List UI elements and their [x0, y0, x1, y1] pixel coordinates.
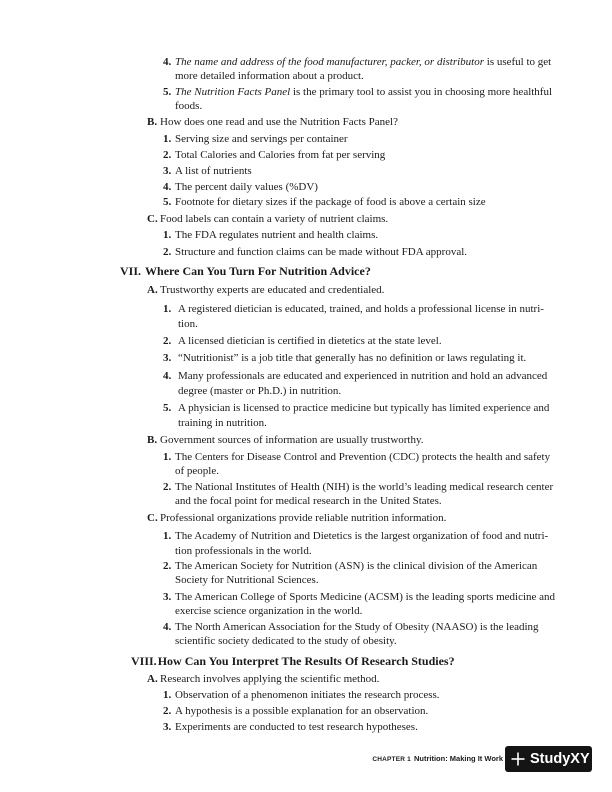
subsection-text: Food labels can contain a variety of nutrient claims.: [160, 213, 389, 225]
chapter-label: CHAPTER 1: [372, 756, 411, 763]
subsection-heading: [147, 672, 379, 686]
outline-item: [163, 180, 318, 194]
item-text-continued: more detailed information about a product.: [175, 70, 364, 82]
item-text-continued: foods.: [175, 100, 203, 112]
item-text-continued: tion.: [178, 317, 198, 330]
item-number: 5.: [163, 402, 172, 414]
outline-item: [163, 164, 252, 178]
subsection-heading: [147, 511, 446, 525]
outline-item: [163, 590, 555, 618]
item-text: Total Calories and Calories from fat per serving: [175, 149, 386, 161]
outline-item: [163, 704, 428, 718]
item-number: 2.: [163, 705, 172, 717]
outline-item: [163, 195, 486, 209]
item-text: Footnote for dietary sizes if the package of food is above a certain size: [175, 196, 486, 208]
item-text: is the primary tool to assist you in choosing more healthful: [292, 86, 553, 98]
item-number: 2.: [163, 335, 172, 347]
subsection-letter: A.: [147, 284, 158, 296]
item-number: 3.: [163, 591, 172, 603]
section-title: Where Can You Turn For Nutrition Advice?: [145, 264, 371, 278]
item-number: 1.: [163, 303, 172, 315]
subsection-heading: [147, 115, 398, 129]
item-text: The FDA regulates nutrient and health claims.: [175, 229, 379, 241]
item-text: Structure and function claims can be made without FDA approval.: [175, 246, 468, 258]
item-text-continued: and the focal point for medical research in the United States.: [175, 495, 442, 507]
outline-item: [163, 148, 385, 162]
item-text: A licensed dietician is certified in dietetics at the state level.: [178, 335, 442, 347]
outline-item: [163, 450, 550, 478]
item-number: 1.: [163, 133, 172, 145]
outline-item: [163, 85, 552, 113]
subsection-text: Government sources of information are usually trustworthy.: [160, 434, 424, 446]
item-number: 1.: [163, 530, 172, 542]
subsection-heading: [147, 283, 384, 297]
item-text: Observation of a phenomenon initiates the research process.: [175, 689, 440, 701]
item-number: 4.: [163, 621, 172, 633]
subsection-text: Research involves applying the scientific method.: [160, 673, 380, 685]
item-number: 5.: [163, 86, 172, 98]
section-numeral: VII.: [120, 264, 142, 278]
item-text: “Nutritionist” is a job title that generally has no definition or laws regulating it.: [178, 352, 527, 364]
outline-item: [163, 228, 378, 242]
item-number: 2.: [163, 560, 172, 572]
section-heading: [120, 264, 371, 278]
subsection-letter: C.: [147, 213, 158, 225]
section-numeral: VIII.: [131, 654, 157, 668]
outline-item: [163, 132, 348, 146]
item-text-continued: Society for Nutritional Sciences.: [175, 574, 319, 586]
outline-item: [163, 55, 551, 83]
subsection-letter: B.: [147, 434, 158, 446]
item-text: The Academy of Nutrition and Dietetics is the largest organization of food and nutri-: [175, 530, 549, 542]
item-number: 4.: [163, 56, 172, 68]
item-number: 2.: [163, 481, 172, 493]
item-text-continued: tion professionals in the world.: [175, 544, 312, 557]
item-text: Experiments are conducted to test research hypotheses.: [175, 721, 418, 733]
outline-item: [163, 401, 549, 430]
plus-icon: [511, 752, 525, 766]
item-text: A registered dietician is educated, trained, and holds a professional license in nutri-: [178, 303, 544, 315]
item-number: 1.: [163, 451, 172, 463]
subsection-text: Trustworthy experts are educated and credentialed.: [160, 284, 385, 296]
studyxy-logo: [505, 746, 592, 772]
subsection-letter: B.: [147, 116, 158, 128]
running-footer: [372, 752, 503, 765]
outline-item: [163, 620, 539, 648]
subsection-text: How does one read and use the Nutrition Facts Panel?: [160, 116, 398, 128]
subsection-letter: A.: [147, 673, 158, 685]
outline-item: [163, 529, 548, 558]
item-number: 3.: [163, 721, 172, 733]
item-text-continued: exercise science organization in the world.: [175, 605, 363, 617]
item-text: Many professionals are educated and experienced in nutrition and hold an advanced: [178, 370, 548, 382]
item-text: A hypothesis is a possible explanation for an observation.: [175, 705, 429, 717]
outline-item: [163, 369, 547, 398]
item-text: The percent daily values (%DV): [175, 181, 318, 193]
item-number: 1.: [163, 229, 172, 241]
outline-item: [163, 351, 526, 365]
chapter-title: Nutrition: Making It Work: [413, 754, 503, 763]
item-number: 3.: [163, 352, 172, 364]
outline-item: [163, 559, 537, 587]
item-text-continued: scientific society dedicated to the study of obesity.: [175, 635, 397, 647]
outline-item: [163, 245, 467, 259]
outline-item: [163, 480, 553, 508]
subsection-text: Professional organizations provide reliable nutrition information.: [160, 512, 447, 524]
item-emphasis: The name and address of the food manufacturer, packer, or distributor: [175, 56, 485, 68]
outline-item: [163, 334, 442, 348]
item-number: 5.: [163, 196, 172, 208]
item-number: 4.: [163, 370, 172, 382]
section-title: How Can You Interpret The Results Of Research Studies?: [157, 654, 455, 668]
item-number: 2.: [163, 246, 172, 258]
subsection-heading: [147, 433, 424, 447]
item-number: 2.: [163, 149, 172, 161]
item-text: is useful to get: [486, 56, 552, 68]
item-text: The American Society for Nutrition (ASN) is the clinical division of the American: [175, 560, 538, 572]
item-text: The American College of Sports Medicine (ACSM) is the leading sports medicine and: [175, 591, 556, 603]
outline-item: [163, 720, 418, 734]
section-heading: [131, 654, 455, 668]
item-text: The North American Association for the Study of Obesity (NAASO) is the leading: [175, 621, 539, 633]
subsection-heading: [147, 212, 388, 226]
item-emphasis: The Nutrition Facts Panel: [175, 86, 291, 98]
outline-item: [163, 302, 544, 331]
item-text: The National Institutes of Health (NIH) is the world’s leading medical research center: [175, 481, 554, 493]
item-text-continued: degree (master or Ph.D.) in nutrition.: [178, 384, 342, 397]
item-text: A list of nutrients: [175, 165, 252, 177]
logo-wordmark: StudyXY: [530, 751, 590, 767]
item-text: A physician is licensed to practice medicine but typically has limited experience and: [178, 402, 550, 414]
item-number: 3.: [163, 165, 172, 177]
item-text: Serving size and servings per container: [175, 133, 348, 145]
item-text-continued: training in nutrition.: [178, 416, 267, 429]
item-text-continued: of people.: [175, 465, 219, 477]
outline-item: [163, 688, 440, 702]
subsection-letter: C.: [147, 512, 158, 524]
item-number: 1.: [163, 689, 172, 701]
item-number: 4.: [163, 181, 172, 193]
item-text: The Centers for Disease Control and Prevention (CDC) protects the health and safety: [175, 451, 551, 463]
